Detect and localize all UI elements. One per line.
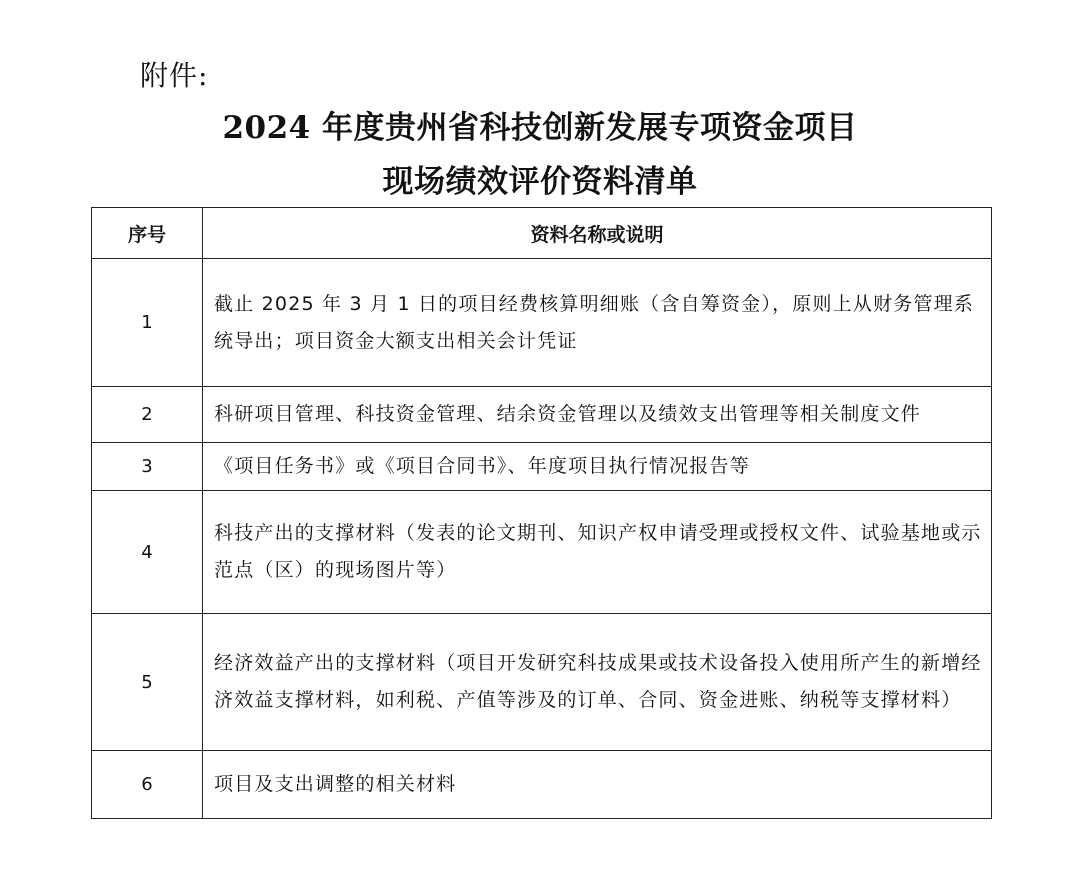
table-header-row [92,208,992,259]
row-number: 6 [92,751,203,819]
row-number: 4 [92,491,203,614]
row-description: 项目及支出调整的相关材料 [203,751,992,819]
row-number: 2 [92,387,203,443]
document-title-line-1: 2024 年度贵州省科技创新发展专项资金项目 [222,110,858,146]
row-description: 截止 2025 年 3 月 1 日的项目经费核算明细账（含自筹资金），原则上从财务管理系统导出；项目资金大额支出相关会计凭证 [203,259,992,387]
row-number: 1 [92,259,203,387]
row-description: 科技产出的支撑材料（发表的论文期刊、知识产权申请受理或授权文件、试验基地或示范点（区）的现场图片等） [203,491,992,614]
table-row [92,443,992,491]
table-row [92,491,992,614]
materials-table [91,207,992,819]
document-title-line-2: 现场绩效评价资料清单 [382,164,698,200]
row-number: 5 [92,614,203,751]
row-description: 经济效益产出的支撑材料（项目开发研究科技成果或技术设备投入使用所产生的新增经济效益支撑材料，如利税、产值等涉及的订单、合同、资金进账、纳税等支撑材料） [203,614,992,751]
table-row [92,387,992,443]
header-serial-number: 序号 [92,208,203,259]
header-material-name: 资料名称或说明 [203,208,992,259]
row-number: 3 [92,443,203,491]
table-row [92,614,992,751]
row-description: 科研项目管理、科技资金管理、结余资金管理以及绩效支出管理等相关制度文件 [203,387,992,443]
table-row [92,259,992,387]
attachment-label: 附件: [140,59,209,92]
row-description: 《项目任务书》或《项目合同书》、年度项目执行情况报告等 [203,443,992,491]
table-row [92,751,992,819]
